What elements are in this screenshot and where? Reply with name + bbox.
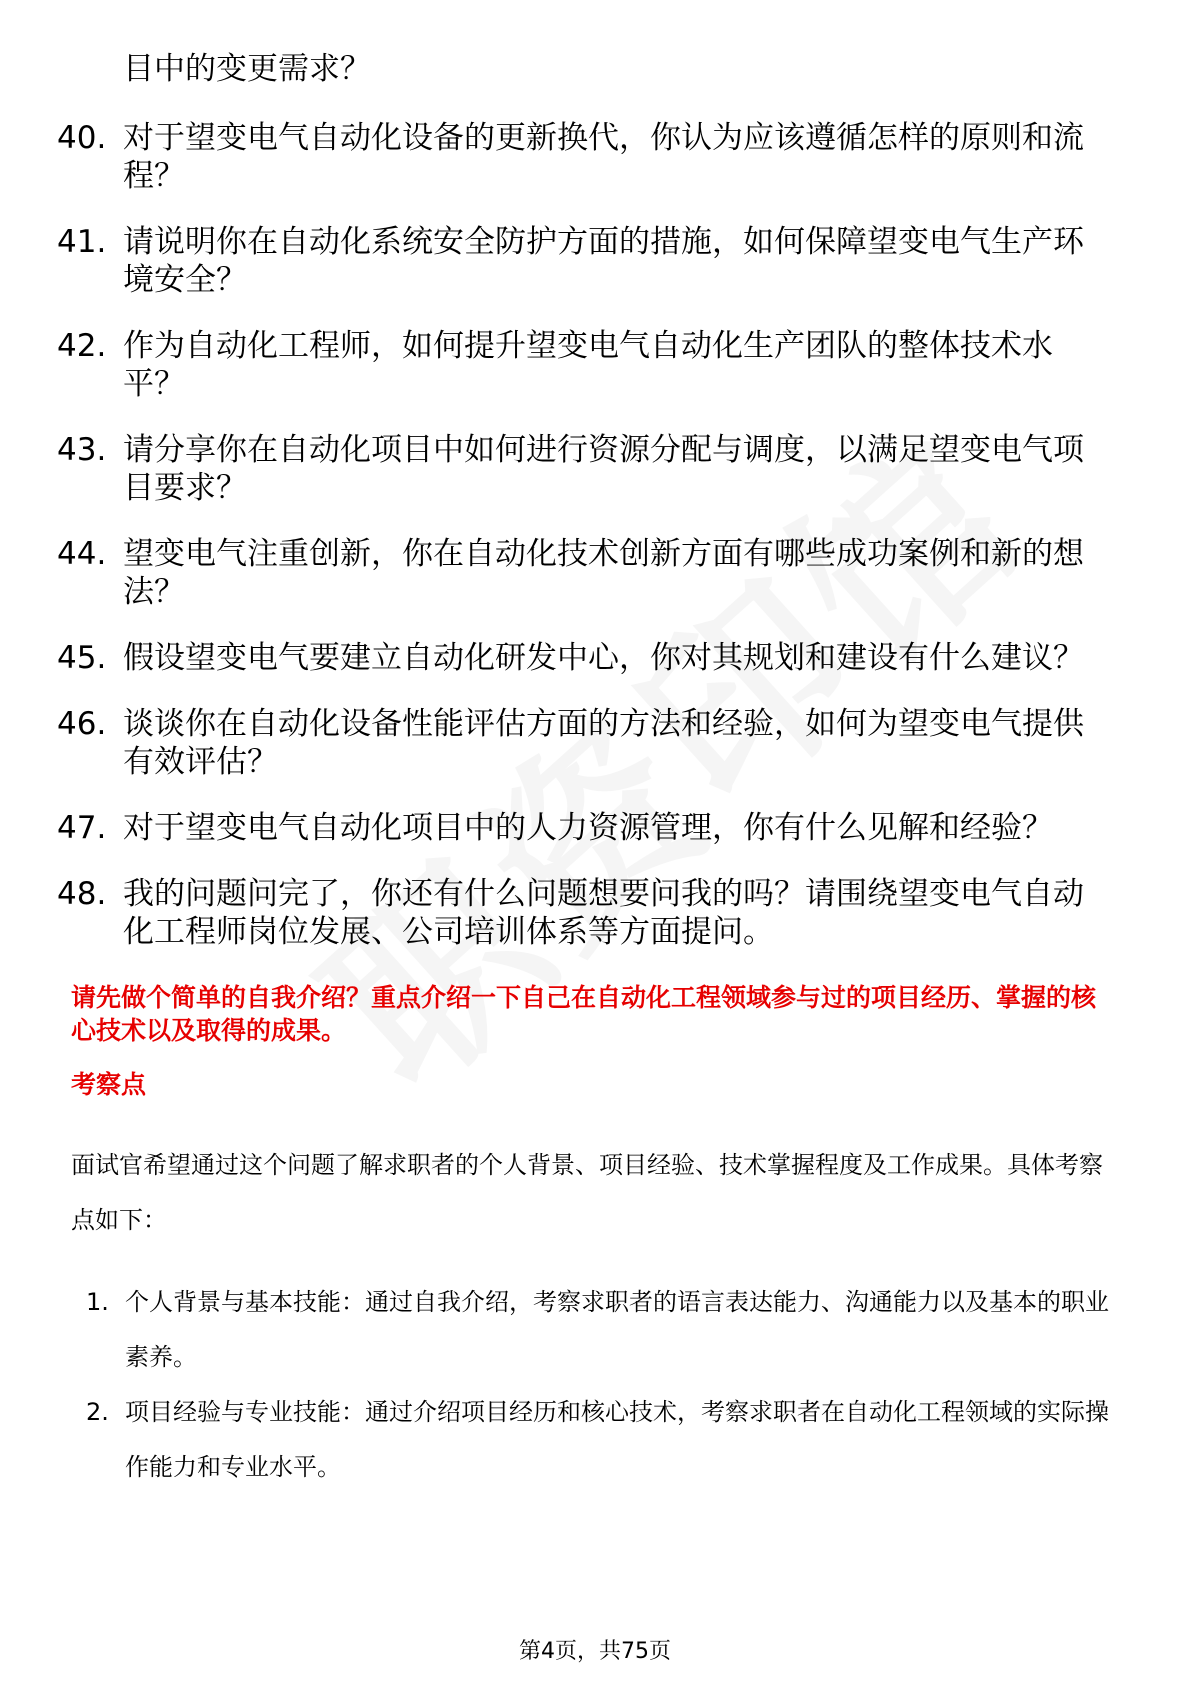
point-number: 1. xyxy=(86,1288,109,1316)
point-text: 项目经验与专业技能：通过介绍项目经历和核心技术，考察求职者在自动化工程领域的实际操作能力和专业水平。 xyxy=(125,1398,1109,1481)
question-text: 请分享你在自动化项目中如何进行资源分配与调度，以满足望变电气项目要求？ xyxy=(123,432,1084,506)
assessment-point xyxy=(86,1385,1116,1495)
question-text: 作为自动化工程师，如何提升望变电气自动化生产团队的整体技术水平？ xyxy=(123,328,1053,402)
question-number: 44. xyxy=(57,536,107,572)
question-item xyxy=(57,639,1107,677)
question-text: 对于望变电气自动化项目中的人力资源管理，你有什么见解和经验？ xyxy=(123,810,1053,846)
question-number: 41. xyxy=(57,224,107,260)
question-text: 对于望变电气自动化设备的更新换代，你认为应该遵循怎样的原则和流程？ xyxy=(123,120,1084,194)
question-number: 46. xyxy=(57,706,107,742)
page-footer: 第4页，共75页 xyxy=(519,1639,671,1664)
question-text: 假设望变电气要建立自动化研发中心，你对其规划和建设有什么建议？ xyxy=(123,640,1084,676)
question-number: 40. xyxy=(57,120,107,156)
question-item xyxy=(57,50,1107,88)
question-item xyxy=(57,327,1107,403)
question-item xyxy=(57,875,1107,951)
question-number: 42. xyxy=(57,328,107,364)
question-number: 43. xyxy=(57,432,107,468)
question-item xyxy=(57,705,1107,781)
question-item xyxy=(57,223,1107,299)
question-text: 谈谈你在自动化设备性能评估方面的方法和经验，如何为望变电气提供有效评估？ xyxy=(123,706,1084,780)
question-item xyxy=(57,809,1107,847)
question-item xyxy=(57,119,1107,195)
question-number: 45. xyxy=(57,640,107,676)
intro-paragraph: 面试官希望通过这个问题了解求职者的个人背景、项目经验、技术掌握程度及工作成果。具体考察点如下： xyxy=(71,1151,1103,1234)
question-text: 请说明你在自动化系统安全防护方面的措施，如何保障望变电气生产环境安全？ xyxy=(123,224,1084,298)
highlight-question: 请先做个简单的自我介绍？重点介绍一下自己在自动化工程领域参与过的项目经历、掌握的核心技术以及取得的成果。 xyxy=(71,983,1097,1045)
question-number: 48. xyxy=(57,876,107,912)
question-text: 我的问题问完了，你还有什么问题想要问我的吗？请围绕望变电气自动化工程师岗位发展、公司培训体系等方面提问。 xyxy=(123,876,1084,950)
question-text: 望变电气注重创新，你在自动化技术创新方面有哪些成功案例和新的想法？ xyxy=(123,536,1084,610)
question-item xyxy=(57,431,1107,507)
point-number: 2. xyxy=(86,1398,109,1426)
question-number xyxy=(57,50,123,88)
question-list xyxy=(57,50,1107,979)
question-text: 目中的变更需求？ xyxy=(123,51,371,87)
assessment-points xyxy=(86,1275,1116,1495)
section-label: 考察点 xyxy=(71,1070,147,1099)
assessment-point xyxy=(86,1275,1116,1385)
point-text: 个人背景与基本技能：通过自我介绍，考察求职者的语言表达能力、沟通能力以及基本的职业素养。 xyxy=(125,1288,1109,1371)
question-number: 47. xyxy=(57,810,107,846)
question-item xyxy=(57,535,1107,611)
